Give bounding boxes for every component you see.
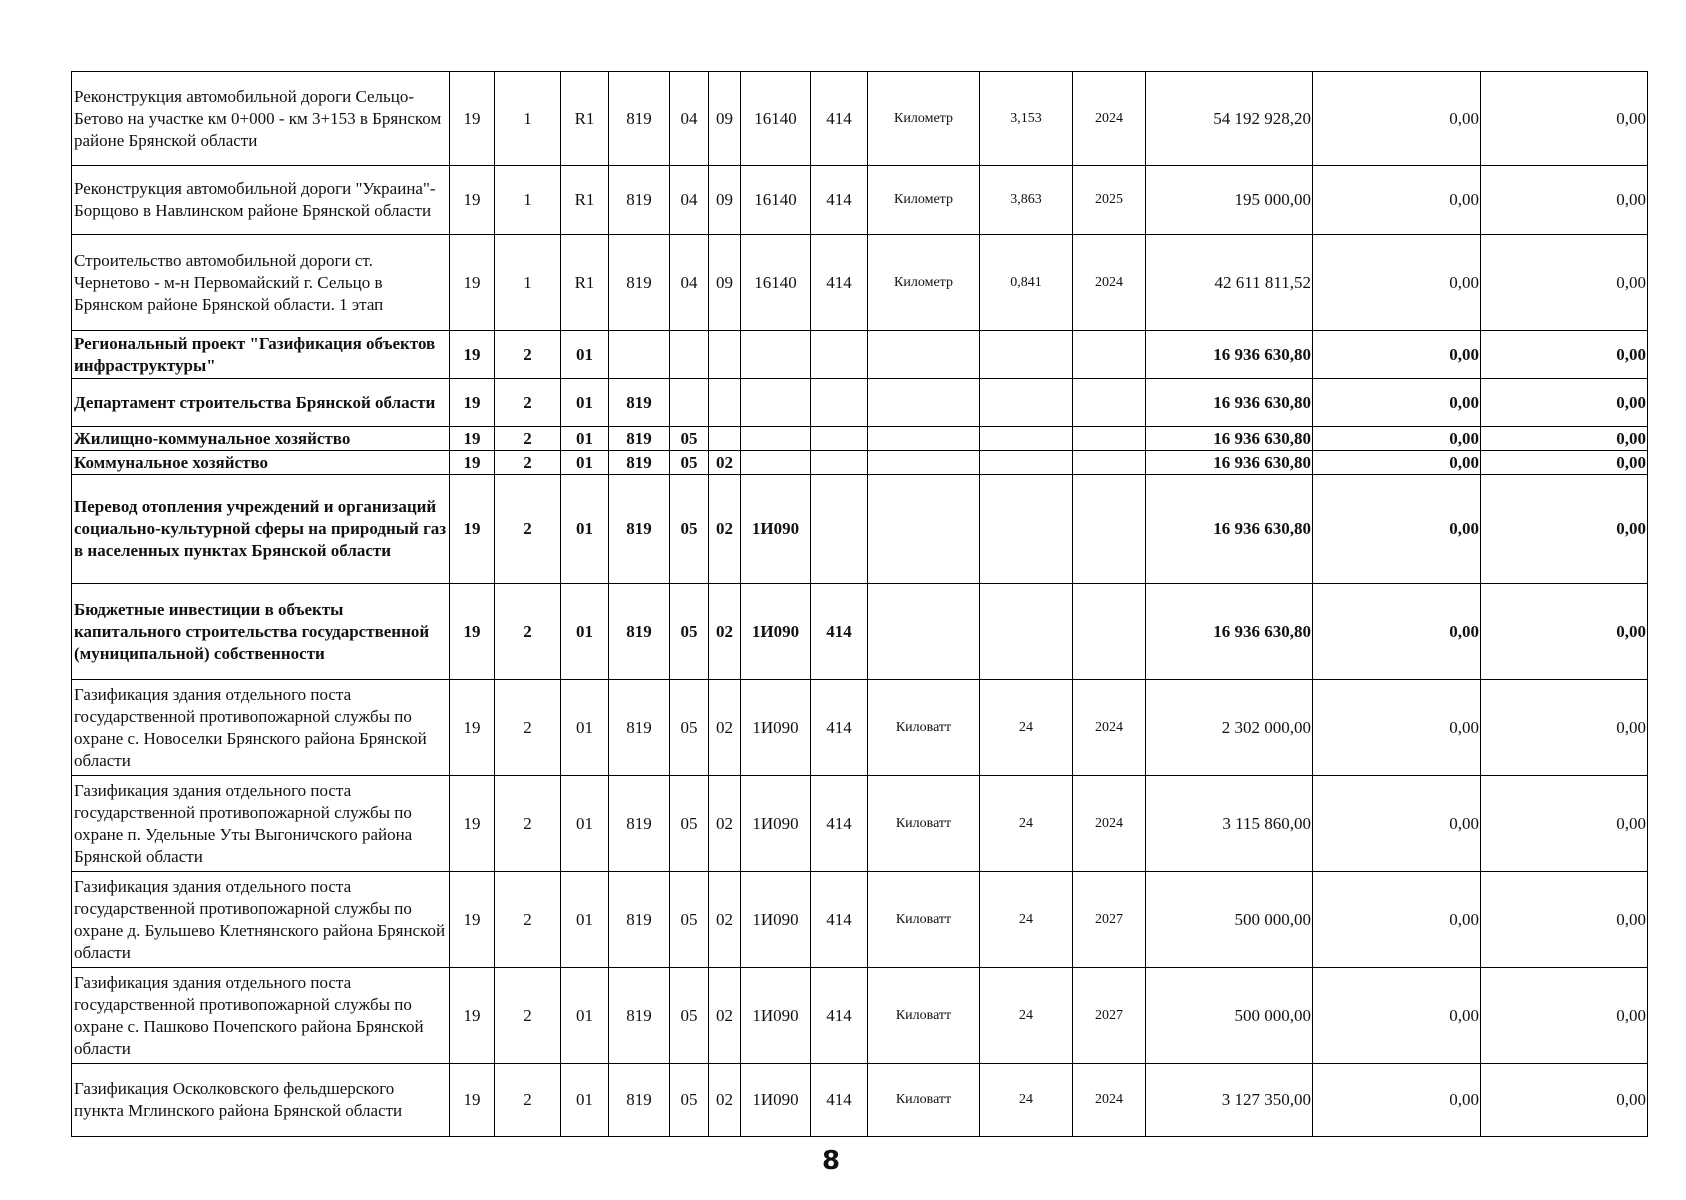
cell-amount-1: 54 192 928,20 [1146, 72, 1313, 166]
cell-capacity: 0,841 [980, 235, 1073, 331]
cell-subprogram: 1 [495, 166, 561, 235]
cell-subsection: 09 [709, 235, 741, 331]
cell-expense-type: 414 [811, 1064, 868, 1137]
cell-subprogram: 2 [495, 872, 561, 968]
cell-expense-type [811, 427, 868, 451]
cell-project: 01 [561, 379, 609, 427]
cell-section: 04 [670, 166, 709, 235]
cell-project: 01 [561, 872, 609, 968]
cell-subprogram: 2 [495, 451, 561, 475]
cell-ministry: 819 [609, 451, 670, 475]
cell-unit: Киловатт [868, 872, 980, 968]
cell-amount-3: 0,00 [1481, 584, 1648, 680]
table-row [72, 427, 1648, 451]
cell-amount-3: 0,00 [1481, 872, 1648, 968]
cell-amount-3: 0,00 [1481, 680, 1648, 776]
cell-amount-1: 2 302 000,00 [1146, 680, 1313, 776]
cell-amount-1: 500 000,00 [1146, 872, 1313, 968]
row-name: Департамент строительства Брянской области [72, 379, 450, 427]
cell-amount-2: 0,00 [1313, 584, 1481, 680]
cell-ministry: 819 [609, 475, 670, 584]
cell-subsection [709, 379, 741, 427]
cell-capacity [980, 451, 1073, 475]
cell-section: 05 [670, 872, 709, 968]
table-row [72, 235, 1648, 331]
cell-expense-type [811, 379, 868, 427]
cell-unit: Километр [868, 72, 980, 166]
cell-amount-1: 16 936 630,80 [1146, 451, 1313, 475]
cell-subsection: 02 [709, 1064, 741, 1137]
cell-amount-2: 0,00 [1313, 680, 1481, 776]
row-name: Бюджетные инвестиции в объекты капитального строительства государственной (муниципальной) собственности [72, 584, 450, 680]
cell-unit: Киловатт [868, 968, 980, 1064]
cell-amount-2: 0,00 [1313, 1064, 1481, 1137]
cell-unit: Километр [868, 235, 980, 331]
cell-amount-1: 500 000,00 [1146, 968, 1313, 1064]
cell-amount-1: 3 115 860,00 [1146, 776, 1313, 872]
cell-year [1073, 584, 1146, 680]
cell-amount-1: 3 127 350,00 [1146, 1064, 1313, 1137]
cell-project: 01 [561, 584, 609, 680]
cell-year: 2027 [1073, 968, 1146, 1064]
cell-capacity: 24 [980, 1064, 1073, 1137]
table-row [72, 379, 1648, 427]
table-row [72, 166, 1648, 235]
cell-direction: 1И090 [741, 872, 811, 968]
cell-subprogram: 2 [495, 680, 561, 776]
cell-subprogram: 2 [495, 379, 561, 427]
cell-section: 04 [670, 235, 709, 331]
cell-program: 19 [450, 235, 495, 331]
cell-project: R1 [561, 166, 609, 235]
table-row [72, 331, 1648, 379]
cell-ministry: 819 [609, 776, 670, 872]
cell-project: 01 [561, 1064, 609, 1137]
cell-amount-1: 16 936 630,80 [1146, 584, 1313, 680]
cell-program: 19 [450, 584, 495, 680]
cell-direction: 1И090 [741, 475, 811, 584]
cell-expense-type: 414 [811, 680, 868, 776]
cell-expense-type [811, 475, 868, 584]
cell-amount-2: 0,00 [1313, 776, 1481, 872]
cell-unit [868, 331, 980, 379]
cell-capacity [980, 475, 1073, 584]
cell-subprogram: 2 [495, 776, 561, 872]
cell-amount-3: 0,00 [1481, 427, 1648, 451]
cell-unit [868, 427, 980, 451]
cell-capacity [980, 427, 1073, 451]
cell-capacity: 24 [980, 680, 1073, 776]
table-row [72, 1064, 1648, 1137]
row-name: Реконструкция автомобильной дороги "Украина"-Борщово в Навлинском районе Брянской области [72, 166, 450, 235]
cell-amount-3: 0,00 [1481, 475, 1648, 584]
cell-year [1073, 379, 1146, 427]
cell-ministry: 819 [609, 72, 670, 166]
cell-capacity [980, 584, 1073, 680]
cell-year: 2027 [1073, 872, 1146, 968]
cell-year: 2024 [1073, 776, 1146, 872]
row-name: Газификация здания отдельного поста государственной противопожарной службы по охране с. Пашково Почепского района Брянской области [72, 968, 450, 1064]
cell-year: 2024 [1073, 235, 1146, 331]
cell-project: 01 [561, 475, 609, 584]
cell-direction [741, 427, 811, 451]
cell-expense-type: 414 [811, 235, 868, 331]
cell-section: 05 [670, 968, 709, 1064]
cell-amount-2: 0,00 [1313, 427, 1481, 451]
cell-section [670, 379, 709, 427]
table-row [72, 584, 1648, 680]
table-row [72, 968, 1648, 1064]
cell-amount-3: 0,00 [1481, 776, 1648, 872]
cell-unit [868, 475, 980, 584]
cell-amount-2: 0,00 [1313, 379, 1481, 427]
row-name: Реконструкция автомобильной дороги Сельцо-Бетово на участке км 0+000 - км 3+153 в Брянском районе Брянской области [72, 72, 450, 166]
cell-project: 01 [561, 331, 609, 379]
cell-subprogram: 2 [495, 427, 561, 451]
cell-amount-2: 0,00 [1313, 475, 1481, 584]
cell-expense-type: 414 [811, 72, 868, 166]
cell-expense-type: 414 [811, 166, 868, 235]
cell-project: 01 [561, 968, 609, 1064]
row-name: Газификация здания отдельного поста государственной противопожарной службы по охране п. Удельные Уты Выгоничского района Брянской области [72, 776, 450, 872]
cell-program: 19 [450, 379, 495, 427]
cell-program: 19 [450, 331, 495, 379]
cell-capacity [980, 379, 1073, 427]
cell-section: 05 [670, 475, 709, 584]
cell-direction [741, 379, 811, 427]
cell-subsection: 02 [709, 968, 741, 1064]
cell-amount-2: 0,00 [1313, 235, 1481, 331]
cell-subprogram: 2 [495, 1064, 561, 1137]
cell-subsection: 02 [709, 872, 741, 968]
cell-amount-3: 0,00 [1481, 72, 1648, 166]
cell-subprogram: 2 [495, 331, 561, 379]
cell-amount-2: 0,00 [1313, 166, 1481, 235]
cell-direction: 16140 [741, 166, 811, 235]
cell-capacity: 24 [980, 968, 1073, 1064]
row-name: Региональный проект "Газификация объектов инфраструктуры" [72, 331, 450, 379]
cell-subsection [709, 331, 741, 379]
cell-amount-1: 16 936 630,80 [1146, 475, 1313, 584]
cell-expense-type: 414 [811, 776, 868, 872]
cell-project: 01 [561, 427, 609, 451]
row-name: Газификация Осколковского фельдшерского пункта Мглинского района Брянской области [72, 1064, 450, 1137]
cell-amount-2: 0,00 [1313, 968, 1481, 1064]
table-body [72, 72, 1648, 1137]
cell-direction: 16140 [741, 235, 811, 331]
cell-subsection [709, 427, 741, 451]
cell-year: 2025 [1073, 166, 1146, 235]
cell-direction: 1И090 [741, 680, 811, 776]
cell-expense-type [811, 331, 868, 379]
cell-expense-type: 414 [811, 872, 868, 968]
cell-project: R1 [561, 235, 609, 331]
table-row [72, 451, 1648, 475]
cell-ministry: 819 [609, 235, 670, 331]
row-name: Коммунальное хозяйство [72, 451, 450, 475]
cell-program: 19 [450, 1064, 495, 1137]
cell-unit: Километр [868, 166, 980, 235]
cell-year [1073, 427, 1146, 451]
cell-direction: 1И090 [741, 968, 811, 1064]
cell-direction: 1И090 [741, 1064, 811, 1137]
cell-project: 01 [561, 680, 609, 776]
cell-direction [741, 331, 811, 379]
cell-ministry: 819 [609, 968, 670, 1064]
cell-ministry: 819 [609, 1064, 670, 1137]
cell-direction: 1И090 [741, 584, 811, 680]
cell-section: 05 [670, 427, 709, 451]
cell-amount-3: 0,00 [1481, 968, 1648, 1064]
cell-year: 2024 [1073, 680, 1146, 776]
cell-project: R1 [561, 72, 609, 166]
cell-unit [868, 451, 980, 475]
cell-program: 19 [450, 166, 495, 235]
cell-amount-3: 0,00 [1481, 235, 1648, 331]
cell-subprogram: 1 [495, 235, 561, 331]
cell-capacity: 24 [980, 872, 1073, 968]
cell-year: 2024 [1073, 1064, 1146, 1137]
cell-unit: Киловатт [868, 776, 980, 872]
cell-program: 19 [450, 427, 495, 451]
cell-amount-1: 16 936 630,80 [1146, 427, 1313, 451]
cell-amount-2: 0,00 [1313, 872, 1481, 968]
cell-capacity: 3,863 [980, 166, 1073, 235]
cell-expense-type: 414 [811, 968, 868, 1064]
cell-program: 19 [450, 72, 495, 166]
cell-year: 2024 [1073, 72, 1146, 166]
row-name: Газификация здания отдельного поста государственной противопожарной службы по охране д. Бульшево Клетнянского района Брянской области [72, 872, 450, 968]
cell-ministry: 819 [609, 427, 670, 451]
cell-program: 19 [450, 475, 495, 584]
cell-amount-2: 0,00 [1313, 451, 1481, 475]
budget-table [71, 71, 1648, 1137]
table-row [72, 872, 1648, 968]
table-row [72, 72, 1648, 166]
cell-ministry: 819 [609, 872, 670, 968]
cell-subsection: 09 [709, 166, 741, 235]
cell-expense-type [811, 451, 868, 475]
cell-program: 19 [450, 680, 495, 776]
cell-capacity: 3,153 [980, 72, 1073, 166]
cell-project: 01 [561, 451, 609, 475]
cell-direction: 16140 [741, 72, 811, 166]
row-name: Жилищно-коммунальное хозяйство [72, 427, 450, 451]
cell-ministry: 819 [609, 379, 670, 427]
cell-section: 05 [670, 1064, 709, 1137]
cell-subprogram: 1 [495, 72, 561, 166]
table-row [72, 680, 1648, 776]
cell-amount-1: 42 611 811,52 [1146, 235, 1313, 331]
cell-amount-1: 16 936 630,80 [1146, 331, 1313, 379]
cell-amount-2: 0,00 [1313, 331, 1481, 379]
cell-project: 01 [561, 776, 609, 872]
row-name: Строительство автомобильной дороги ст. Чернетово - м-н Первомайский г. Сельцо в Брянском районе Брянской области. 1 этап [72, 235, 450, 331]
cell-subsection: 02 [709, 584, 741, 680]
cell-amount-3: 0,00 [1481, 379, 1648, 427]
cell-program: 19 [450, 776, 495, 872]
cell-section [670, 331, 709, 379]
cell-direction: 1И090 [741, 776, 811, 872]
table-row [72, 475, 1648, 584]
cell-unit [868, 584, 980, 680]
cell-capacity [980, 331, 1073, 379]
page-number: 8 [822, 1146, 841, 1176]
cell-program: 19 [450, 968, 495, 1064]
cell-section: 04 [670, 72, 709, 166]
cell-subprogram: 2 [495, 584, 561, 680]
cell-program: 19 [450, 872, 495, 968]
cell-subsection: 09 [709, 72, 741, 166]
cell-subprogram: 2 [495, 968, 561, 1064]
cell-amount-1: 195 000,00 [1146, 166, 1313, 235]
cell-direction [741, 451, 811, 475]
cell-section: 05 [670, 451, 709, 475]
cell-amount-3: 0,00 [1481, 1064, 1648, 1137]
cell-program: 19 [450, 451, 495, 475]
cell-subprogram: 2 [495, 475, 561, 584]
cell-unit: Киловатт [868, 1064, 980, 1137]
cell-capacity: 24 [980, 776, 1073, 872]
cell-section: 05 [670, 680, 709, 776]
cell-amount-3: 0,00 [1481, 451, 1648, 475]
cell-amount-1: 16 936 630,80 [1146, 379, 1313, 427]
cell-subsection: 02 [709, 451, 741, 475]
row-name: Перевод отопления учреждений и организаций социально-культурной сферы на природный газ в населенных пунктах Брянской области [72, 475, 450, 584]
table-row [72, 776, 1648, 872]
cell-ministry: 819 [609, 166, 670, 235]
cell-section: 05 [670, 776, 709, 872]
cell-section: 05 [670, 584, 709, 680]
cell-ministry: 819 [609, 584, 670, 680]
cell-amount-2: 0,00 [1313, 72, 1481, 166]
cell-amount-3: 0,00 [1481, 331, 1648, 379]
row-name: Газификация здания отдельного поста государственной противопожарной службы по охране с. Новоселки Брянского района Брянской области [72, 680, 450, 776]
cell-subsection: 02 [709, 776, 741, 872]
cell-year [1073, 475, 1146, 584]
cell-ministry: 819 [609, 680, 670, 776]
cell-year [1073, 451, 1146, 475]
cell-ministry [609, 331, 670, 379]
cell-subsection: 02 [709, 680, 741, 776]
cell-subsection: 02 [709, 475, 741, 584]
cell-unit [868, 379, 980, 427]
cell-year [1073, 331, 1146, 379]
cell-amount-3: 0,00 [1481, 166, 1648, 235]
cell-unit: Киловатт [868, 680, 980, 776]
cell-expense-type: 414 [811, 584, 868, 680]
